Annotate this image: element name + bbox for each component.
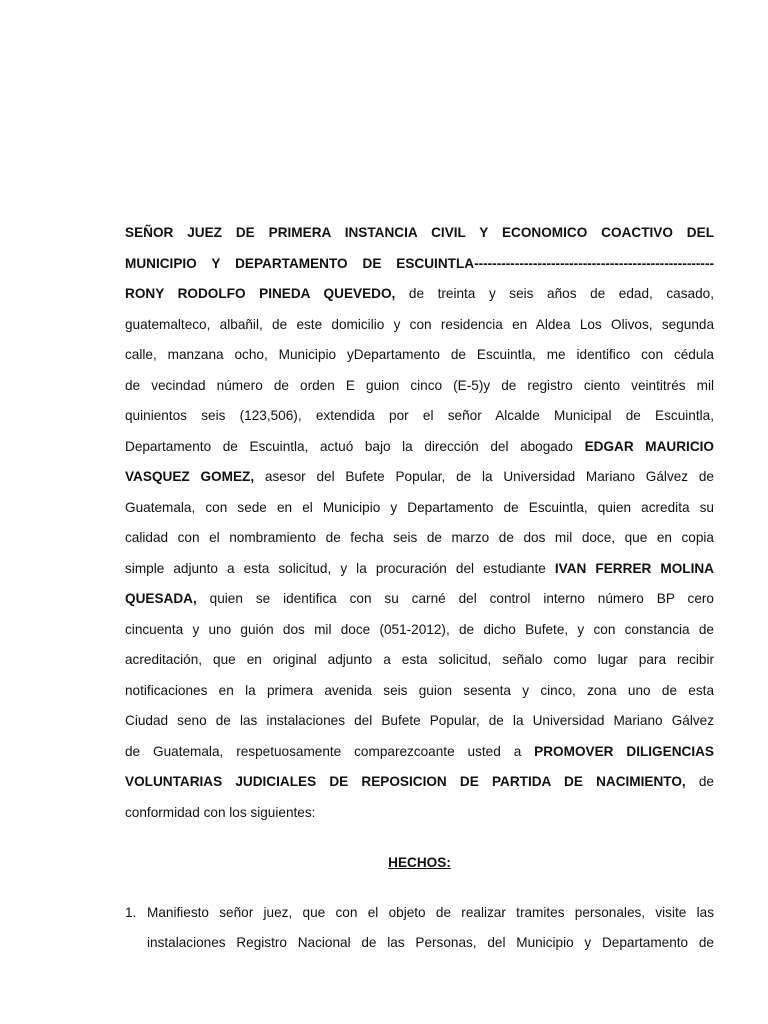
student-name: IVAN FERRER MOLINA	[554, 560, 714, 576]
body-line: de vecindad número de orden E guion cinco (E-5)y de registro ciento veintitrés mil	[125, 377, 714, 393]
section-heading: HECHOS:	[388, 855, 451, 870]
body-line: notificaciones en la primera avenida seis guion sesenta y cinco, zona uno de esta	[125, 682, 714, 698]
body-line: RONY RODOLFO PINEDA QUEVEDO, de treinta y seis años de edad, casado,	[125, 286, 714, 301]
list-item-number: 1.	[125, 904, 137, 920]
body-line: Ciudad seno de las instalaciones del Bufete Popular, de la Universidad Mariano Gálvez	[125, 713, 714, 728]
body-line: QUESADA, quien se identifica con su carné del control interno número BP cero	[125, 591, 714, 606]
petitioner-name: RONY RODOLFO PINEDA QUEVEDO,	[125, 286, 396, 301]
body-line: Guatemala, con sede en el Municipio y Departamento de Escuintla, quien acredita su	[125, 499, 714, 515]
list-item-line: Manifiesto señor juez, que con el objeto de realizar tramites personales, visite las	[147, 904, 714, 920]
body-line: quinientos seis (123,506), extendida por el señor Alcalde Municipal de Escuintla,	[125, 408, 714, 423]
addressee-line-1: SEÑOR JUEZ DE PRIMERA INSTANCIA CIVIL Y ECONOMICO COACTIVO DEL	[125, 225, 714, 240]
body-line: simple adjunto a esta solicitud, y la procuración del estudiante IVAN FERRER MOLINA	[125, 560, 714, 576]
body-line: acreditación, que en original adjunto a esta solicitud, señalo como lugar para recibir	[125, 652, 714, 667]
lawyer-name-cont: VASQUEZ GOMEZ,	[125, 469, 255, 484]
addressee-line-2: MUNICIPIO Y DEPARTAMENTO DE ESCUINTLA-----------------------------------------------------	[125, 255, 714, 271]
body-line: guatemalteco, albañil, de este domicilio y con residencia en Aldea Los Olivos, segunda	[125, 316, 714, 332]
body-line: de Guatemala, respetuosamente comparezcoante usted a PROMOVER DILIGENCIAS	[125, 743, 714, 759]
document-page	[125, 218, 714, 959]
body-line: VASQUEZ GOMEZ, asesor del Bufete Popular, de la Universidad Mariano Gálvez de	[125, 469, 714, 484]
lawyer-name: EDGAR MAURICIO	[584, 438, 714, 454]
petition-title-cont: VOLUNTARIAS JUDICIALES DE REPOSICION DE PARTIDA DE NACIMIENTO,	[125, 774, 686, 789]
body-line: calidad con el nombramiento de fecha seis de marzo de dos mil doce, que en copia	[125, 530, 714, 545]
body-line: Departamento de Escuintla, actuó bajo la dirección del abogado EDGAR MAURICIO	[125, 438, 714, 454]
body-line: conformidad con los siguientes:	[125, 804, 316, 820]
list-item	[125, 898, 714, 959]
list-item-line: instalaciones Registro Nacional de las Personas, del Municipio y Departamento de	[147, 935, 714, 950]
body-line: cincuenta y uno guión dos mil doce (051-2012), de dicho Bufete, y con constancia de	[125, 621, 714, 637]
petition-title: PROMOVER DILIGENCIAS	[534, 743, 714, 759]
body-line: VOLUNTARIAS JUDICIALES DE REPOSICION DE PARTIDA DE NACIMIENTO, de	[125, 774, 714, 789]
student-name-cont: QUESADA,	[125, 591, 197, 606]
body-line: calle, manzana ocho, Municipio yDepartamento de Escuintla, me identifico con cédula	[125, 347, 714, 362]
